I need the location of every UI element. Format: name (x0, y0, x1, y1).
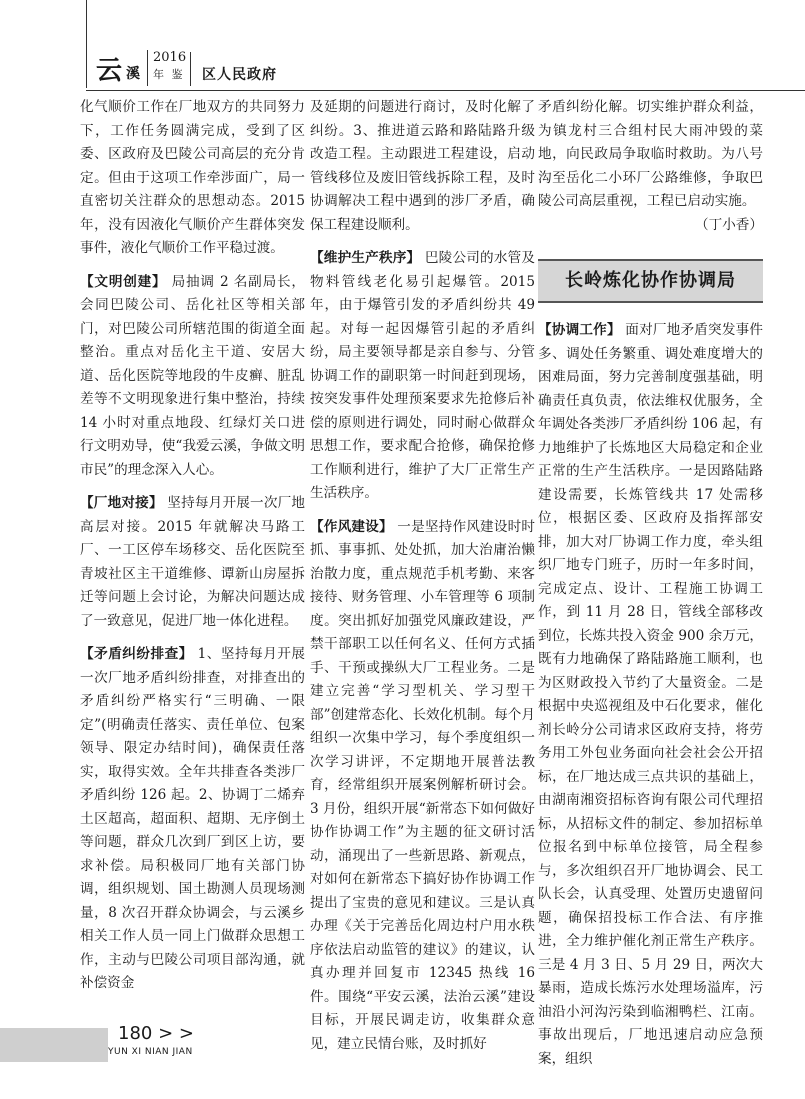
header-divider-2 (190, 52, 191, 86)
header-divider (147, 50, 148, 86)
column-1 (80, 96, 305, 1006)
paragraph-heading: 【作风建设】 (310, 518, 393, 535)
paragraph (80, 271, 305, 483)
column-2 (310, 96, 535, 1066)
paragraph-text: 及延期的问题进行商讨，及时化解了纠纷。3、推进道云路和路陆路升级改造工程。主动跟进工程建设，启动管线移位及废旧管线拆除工程，及时协调解决工程中遇到的涉厂矛盾，确保工程建设顺利。 (310, 99, 535, 233)
paragraph (80, 492, 305, 633)
header-yearbook-label: 年 鉴 (153, 68, 185, 81)
paragraph-text: 局抽调 2 名副局长，会同巴陵公司、岳化社区等相关部门，对巴陵公司所辖范围的街道全面整治。重点对岳化主干道、安居大道、岳化医院等地段的牛皮癣、脏乱差等不文明现象进行集中整治，持续 14 小时对重点地段、红绿灯关口进行文明劝导，使“我爱云溪，争做文明市民”的理念深入人心。 (80, 273, 305, 478)
column-3 (538, 96, 763, 1081)
yearbook-logo-yun: 云 (96, 56, 123, 86)
paragraph-heading: 【矛盾纠纷排查】 (80, 646, 193, 662)
paragraph (310, 96, 535, 237)
paragraph-text: 巴陵公司的水管及物料管线老化易引起爆管。2015 年，由于爆管引发的矛盾纠纷共 49 起。对每一起因爆管引起的矛盾纠纷，局主要领导都是亲自参与、分管协调工作的副职第一时间赶到现场，按突发事件处理预案要求先抢修后补偿的原则进行调处，同时耐心做群众思想工作，要求配合抢修，确保抢修工作顺利进行，维护了大厂正常生产生活秩序。 (310, 250, 536, 501)
yearbook-logo-xi: 溪 (126, 66, 140, 82)
paragraph (538, 96, 763, 237)
paragraph-heading: 【厂地对接】 (80, 495, 163, 511)
paragraph-text: 矛盾纠纷化解。切实维护群众利益，为镇龙村三合组村民大雨冲毁的菜地，向民政局争取临时救助。为八号沟至岳化二小环厂公路维修，争取巴陵公司高层重视，工程已启动实施。 (538, 99, 763, 209)
paragraph (80, 96, 305, 261)
paragraph-text: 一是坚持作风建设时时抓、事事抓、处处抓，加大治庸治懒治散力度，重点规范手机考勤、来客接待、财务管理、小车管理等 6 项制度。突出抓好加强党风廉政建设，严禁干部职工以任何名义、任何方式插手、干预或操纵大厂工程业务。二是建立完善“学习型机关、学习型干部”创建常态化、长效化机制。每个月组织一次集中学习，每个季度组织一次学习讲评，不定期地开展普法教育，经常组织开展案例解析研讨会。3 月份，组织开展“新常态下如何做好协作协调工作”为主题的征文研讨活动，涌现出了一些新思路、新观点，对如何在新常态下搞好协作协调工作提出了宝贵的意见和建议。三是认真办理《关于完善岳化周边村户用水秩序依法启动监管的建议》的建议，认真办理并回复市 12345 热线 16 件。围绕“平安云溪，法治云溪”建设目标，开展民调走访，收集群众意见，建立民情台账，及时抓好 (310, 518, 536, 1052)
section-banner: 长岭炼化协作协调局 (538, 259, 763, 303)
paragraph-text: 坚持每月开展一次厂地高层对接。2015 年就解决马路工厂、一工区停车场移交、岳化医院至青坡社区主干道维修、谭新山房屋拆迁等问题上会讨论，为解决问题达成了一致意见，促进厂地一体化进程。 (80, 495, 306, 629)
paragraph-text: 面对厂地矛盾突发事件多、调处任务繁重、调处难度增大的困难局面，努力完善制度强基础，明确责任真负责，依法维权优服务，全年调处各类涉厂矛盾纠纷 106 起，有力地维护了长炼地区大局稳定和企业正常的生产生活秩序。一是因路陆路建设需要，长炼管线共 17 处需移位，根据区委、区政府及指挥部安排，加大对厂协调工作力度，牵头组织厂地专门班子，历时一年多时间，完成定点、设计、工程施工协调工作，到 11 月 28 日，管线全部移改到位，长炼共投入资金 900 余万元，既有力地确保了路陆路施工顺利，也为区财政投入节约了大量资金。二是根据中央巡视组及中石化要求，催化剂长岭分公司请求区政府支持，将劳务用工外包业务面向社会社会公开招标，在厂地达成三点共识的基础上，由湖南湘资招标咨询有限公司代理招标，从招标文件的制定、参加招标单位报名到中标单位接管，局全程参与，多次组织召开厂地协调会、民工队长会，认真受理、处置历史遗留问题，确保招投标工作合法、有序推进，全力维护催化剂正常生产秩序。三是 4 月 3 日、5 月 29 日，两次大暴雨，造成长炼污水处理场溢库，污油沿小河沟污染到临湘鸭栏、江南。事故出现后，厂地迅速启动应急预案，组织 (538, 322, 764, 1067)
paragraph-text: 1、坚持每月开展一次厂地矛盾纠纷排查，对排查出的矛盾纠纷严格实行“三明确、一限定”(明确责任落实、责任单位、包案领导、限定办结时间)，确保责任落实，取得实效。全年共排查各类涉厂矛盾纠纷 126 起。2、协调丁二烯弃土区超高，超面积、超期、无序倒土等问题，群众几次到厂到区上访，要求补偿。局积极同厂地有关部门协调，组织规划、国土勘测人员现场测量，8 次召开群众协调会，与云溪乡相关工作人员一同上门做群众思想工作，主动与巴陵公司项目部沟通，就补偿资金 (80, 646, 305, 991)
paragraph-heading: 【协调工作】 (538, 322, 621, 338)
paragraph (310, 247, 535, 506)
paragraph (538, 319, 763, 1071)
paragraph (310, 516, 535, 1057)
footer-pinyin: YUN XI NIAN JIAN (108, 1047, 193, 1057)
footer-band (0, 1028, 108, 1062)
header-year: 2016 (153, 50, 187, 65)
page-number: 180 > > (118, 1023, 194, 1044)
paragraph-heading: 【文明创建】 (80, 273, 167, 290)
paragraph-heading: 【维护生产秩序】 (310, 250, 421, 266)
header-rule (86, 90, 805, 91)
paragraph-text: 化气顺价工作在厂地双方的共同努力下，工作任务圆满完成，受到了区委、区政府及巴陵公司高层的充分肯定。但由于这项工作牵涉面广，局一直密切关注群众的思想动态。2015 年，没有因液化气顺价产生群体突发事件，液化气顺价工作平稳过渡。 (80, 99, 305, 256)
author-signature: （丁小香） (695, 216, 763, 233)
page-header (0, 0, 805, 92)
header-vertical-rule (86, 0, 87, 88)
paragraph (80, 643, 305, 996)
header-section-title: 区人民政府 (202, 67, 277, 83)
